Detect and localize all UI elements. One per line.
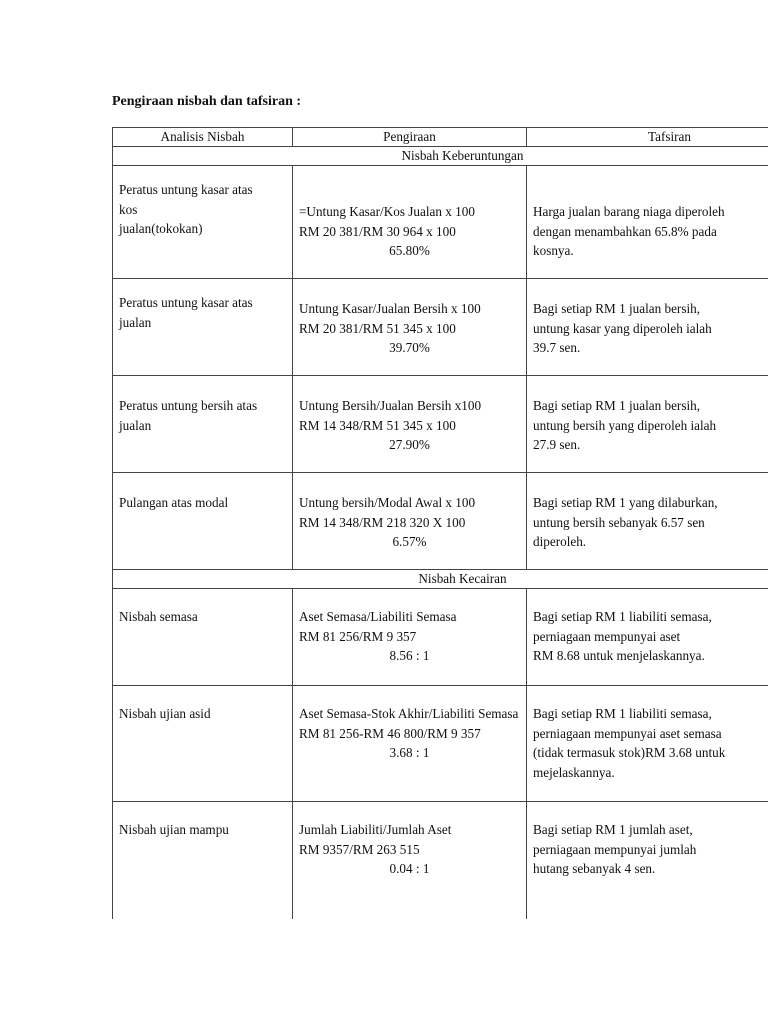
table-row <box>113 376 768 473</box>
interpretation-line: Bagi setiap RM 1 yang dilaburkan, <box>533 495 718 510</box>
analysis-cell <box>113 376 293 473</box>
calculation-cell <box>293 473 527 570</box>
interpretation-cell <box>527 166 768 279</box>
analysis-line: jualan(tokokan) <box>119 221 203 236</box>
analysis-line: kos <box>119 201 138 217</box>
result-value: 3.68 : 1 <box>389 745 430 760</box>
calculation-text: RM 81 256-RM 46 800/RM 9 357 <box>299 725 481 741</box>
formula-text: =Untung Kasar/Kos Jualan x 100 <box>299 204 475 219</box>
column-header-calculation: Pengiraan <box>293 128 527 147</box>
interpretation-line: mejelaskannya. <box>533 764 615 780</box>
interpretation-cell <box>527 376 768 473</box>
interpretation-line: Bagi setiap RM 1 jumlah aset, <box>533 822 693 837</box>
interpretation-line: untung bersih sebanyak 6.57 sen <box>533 514 705 530</box>
analysis-line: Nisbah semasa <box>119 609 198 624</box>
interpretation-line: Bagi setiap RM 1 jualan bersih, <box>533 398 701 413</box>
interpretation-line: RM 8.68 untuk menjelaskannya. <box>533 648 705 663</box>
analysis-cell <box>113 279 293 376</box>
analysis-cell <box>113 166 293 279</box>
interpretation-line: Harga jualan barang niaga diperoleh <box>533 204 725 219</box>
calculation-text: RM 20 381/RM 51 345 x 100 <box>299 320 456 336</box>
interpretation-cell <box>527 686 768 802</box>
formula-text: Untung bersih/Modal Awal x 100 <box>299 495 476 510</box>
ratio-table <box>112 127 768 919</box>
interpretation-cell <box>527 279 768 376</box>
interpretation-line: dengan menambahkan 65.8% pada <box>533 223 717 239</box>
formula-text: Aset Semasa-Stok Akhir/Liabiliti Semasa <box>299 706 519 721</box>
result-value: 27.90% <box>389 437 430 452</box>
section-row <box>113 147 768 166</box>
analysis-line: Nisbah ujian asid <box>119 706 211 721</box>
section-title: Nisbah Kecairan <box>113 570 768 589</box>
analysis-cell <box>113 686 293 802</box>
header-row <box>113 128 768 147</box>
interpretation-line: diperoleh. <box>533 534 587 549</box>
table-row <box>113 686 768 802</box>
analysis-cell <box>113 589 293 686</box>
calculation-text: RM 81 256/RM 9 357 <box>299 628 417 644</box>
table-row <box>113 279 768 376</box>
interpretation-line: perniagaan mempunyai aset semasa <box>533 725 722 741</box>
column-header-interpretation: Tafsiran <box>527 128 768 147</box>
interpretation-line: Bagi setiap RM 1 jualan bersih, <box>533 301 701 316</box>
calculation-text: RM 14 348/RM 51 345 x 100 <box>299 417 456 433</box>
interpretation-line: hutang sebanyak 4 sen. <box>533 861 656 876</box>
interpretation-line: Bagi setiap RM 1 liabiliti semasa, <box>533 706 712 721</box>
analysis-line: jualan <box>119 417 152 433</box>
analysis-line: Peratus untung kasar atas <box>119 295 253 310</box>
calculation-cell <box>293 589 527 686</box>
page-heading: Pengiraan nisbah dan tafsiran : <box>112 94 302 109</box>
interpretation-cell <box>527 589 768 686</box>
formula-text: Untung Kasar/Jualan Bersih x 100 <box>299 301 481 316</box>
analysis-line: jualan <box>119 314 152 330</box>
interpretation-line: Bagi setiap RM 1 liabiliti semasa, <box>533 609 712 624</box>
result-value: 0.04 : 1 <box>389 861 430 876</box>
table-row <box>113 802 768 919</box>
calculation-cell <box>293 279 527 376</box>
interpretation-line: 27.9 sen. <box>533 437 581 452</box>
interpretation-cell <box>527 473 768 570</box>
analysis-cell <box>113 802 293 919</box>
interpretation-line: 39.7 sen. <box>533 340 581 355</box>
result-value: 39.70% <box>389 340 430 355</box>
calculation-cell <box>293 166 527 279</box>
analysis-line: Peratus untung bersih atas <box>119 398 258 413</box>
interpretation-line: (tidak termasuk stok)RM 3.68 untuk <box>533 745 726 760</box>
interpretation-line: untung kasar yang diperoleh ialah <box>533 320 712 336</box>
formula-text: Untung Bersih/Jualan Bersih x100 <box>299 398 482 413</box>
column-header-analysis: Analisis Nisbah <box>113 128 293 147</box>
table-row <box>113 589 768 686</box>
calculation-text: RM 20 381/RM 30 964 x 100 <box>299 223 456 239</box>
formula-text: Aset Semasa/Liabiliti Semasa <box>299 609 457 624</box>
calculation-cell <box>293 686 527 802</box>
analysis-line: Pulangan atas modal <box>119 495 229 510</box>
table-row <box>113 166 768 279</box>
interpretation-line: perniagaan mempunyai aset <box>533 628 681 644</box>
section-row <box>113 570 768 589</box>
interpretation-line: perniagaan mempunyai jumlah <box>533 841 697 857</box>
analysis-line: Nisbah ujian mampu <box>119 822 229 837</box>
interpretation-line: untung bersih yang diperoleh ialah <box>533 417 717 433</box>
analysis-cell <box>113 473 293 570</box>
result-value: 8.56 : 1 <box>389 648 430 663</box>
analysis-line: Peratus untung kasar atas <box>119 182 253 197</box>
section-title: Nisbah Keberuntungan <box>113 147 768 166</box>
result-value: 6.57% <box>392 534 427 549</box>
interpretation-cell <box>527 802 768 919</box>
calculation-text: RM 9357/RM 263 515 <box>299 841 420 857</box>
interpretation-line: kosnya. <box>533 243 574 258</box>
calculation-cell <box>293 376 527 473</box>
calculation-text: RM 14 348/RM 218 320 X 100 <box>299 514 466 530</box>
result-value: 65.80% <box>389 243 430 258</box>
calculation-cell <box>293 802 527 919</box>
table-row <box>113 473 768 570</box>
formula-text: Jumlah Liabiliti/Jumlah Aset <box>299 822 452 837</box>
